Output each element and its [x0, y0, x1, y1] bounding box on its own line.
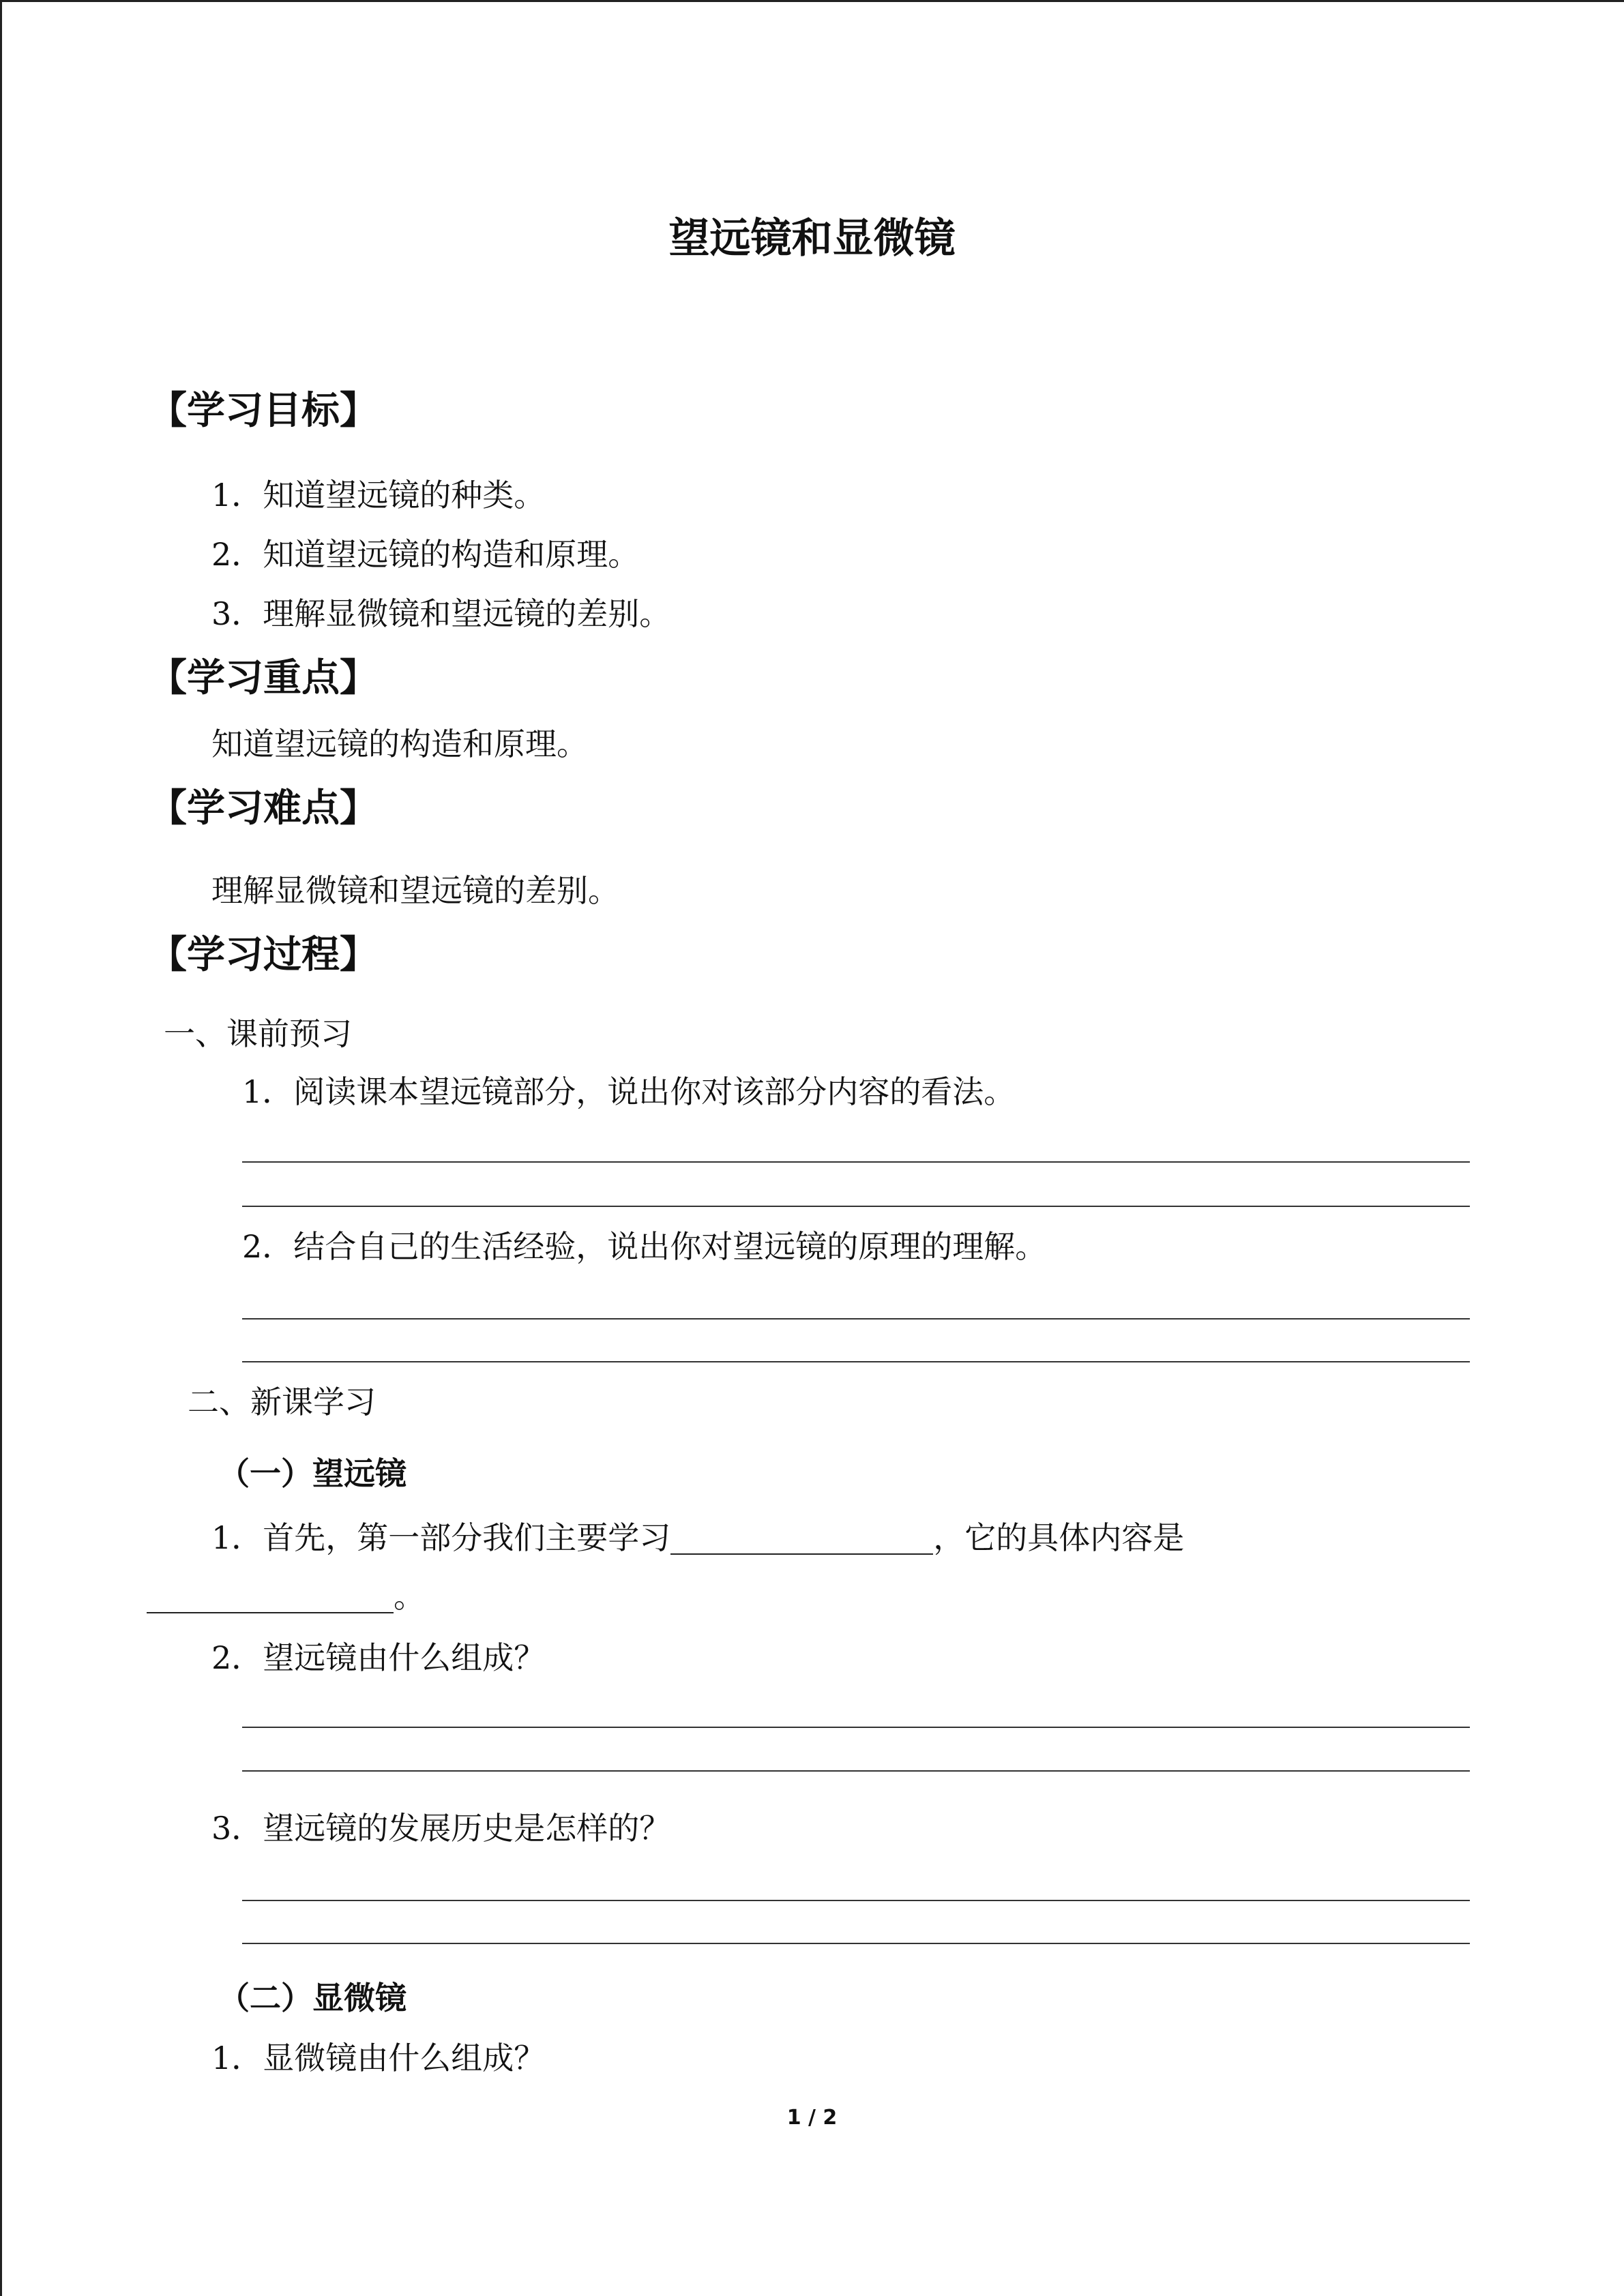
goal-item: 1．知道望远镜的种类。	[211, 477, 546, 513]
microscope-question-1: 1．显微镜由什么组成？	[211, 2040, 546, 2076]
difficulties-heading: 【学习难点】	[149, 786, 378, 831]
fill-blank[interactable]	[147, 1581, 394, 1613]
telescope-heading: （一）望远镜	[218, 1455, 407, 1492]
answer-line[interactable]	[242, 1206, 1470, 1207]
telescope-question-3: 3．望远镜的发展历史是怎样的？	[211, 1810, 671, 1847]
process-heading: 【学习过程】	[149, 933, 378, 977]
answer-line[interactable]	[242, 1770, 1470, 1772]
page-border-left	[0, 0, 2, 2296]
telescope-question-2: 2．望远镜由什么组成？	[211, 1639, 546, 1676]
answer-line[interactable]	[242, 1361, 1470, 1362]
page-number: 1 / 2	[786, 2106, 838, 2130]
key-points-text: 知道望远镜的构造和原理。	[211, 726, 588, 762]
telescope-question-1: 1．首先，第一部分我们主要学习 ，它的具体内容是	[211, 1519, 1185, 1556]
preview-question-1: 1．阅读课本望远镜部分，说出你对该部分内容的看法。	[242, 1073, 1016, 1110]
goals-heading: 【学习目标】	[149, 389, 378, 433]
telescope-question-1-continued: 。	[147, 1581, 425, 1613]
answer-line[interactable]	[242, 1727, 1470, 1728]
goal-item: 2．知道望远镜的构造和原理。	[211, 536, 640, 573]
answer-line[interactable]	[242, 1161, 1470, 1163]
new-lesson-heading: 二、新课学习	[188, 1384, 376, 1420]
preview-heading: 一、课前预习	[164, 1015, 352, 1052]
difficulties-text: 理解显微镜和望远镜的差别。	[211, 872, 619, 909]
key-points-heading: 【学习重点】	[149, 656, 378, 700]
microscope-heading: （二）显微镜	[218, 1980, 407, 2016]
goal-item: 3．理解显微镜和望远镜的差别。	[211, 595, 671, 632]
preview-question-2: 2．结合自己的生活经验，说出你对望远镜的原理的理解。	[242, 1228, 1047, 1265]
fill-blank[interactable]	[670, 1522, 933, 1555]
answer-line[interactable]	[242, 1900, 1470, 1901]
page-border-top	[0, 0, 1624, 2]
answer-line[interactable]	[242, 1943, 1470, 1944]
answer-line[interactable]	[242, 1318, 1470, 1320]
page-title: 望远镜和显微镜	[668, 215, 956, 263]
